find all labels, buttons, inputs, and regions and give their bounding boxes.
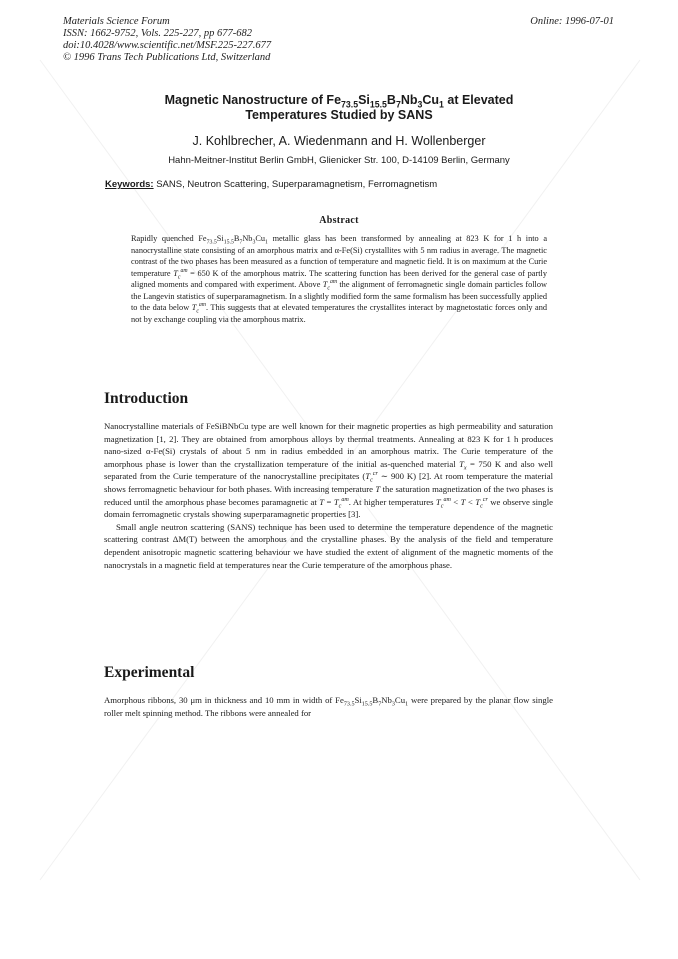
keywords-list: SANS, Neutron Scattering, Superparamagnetism, Ferromagnetism — [153, 179, 438, 190]
journal-name: Materials Science Forum — [63, 16, 170, 27]
title-sub: 73.5 — [341, 99, 359, 110]
math-symbol: T — [191, 303, 197, 312]
experimental-paragraph — [104, 694, 553, 719]
experimental-text — [104, 694, 553, 719]
text-part: . At higher temperatures — [348, 496, 436, 507]
formula-el: Nb — [381, 695, 392, 705]
math-symbol: T — [460, 496, 466, 507]
abstract-part: Rapidly quenched Fe — [131, 234, 207, 243]
formula-el: Cu — [394, 695, 406, 705]
math-symbol: T — [375, 483, 381, 494]
math-sub: c — [370, 478, 373, 485]
text-part: were prepared by the planar flow single roller melt spinning method. The ribbons were annealed for — [104, 695, 554, 718]
title-sub: 1 — [439, 99, 444, 110]
title-sub: 7 — [395, 99, 401, 110]
journal-copyright: © 1996 Trans Tech Publications Ltd, Switzerland — [63, 52, 271, 63]
experimental-heading: Experimental — [104, 664, 195, 681]
text-part: = 750 K and also well separated from the Curie temperature of the nanocrystalline precipitates ( — [104, 458, 554, 482]
abstract-heading: Abstract — [319, 215, 359, 226]
title-prefix: Magnetic Nanostructure of Fe — [164, 93, 342, 107]
formula-el: Cu — [255, 234, 266, 243]
journal-issn: ISSN: 1662-9752, Vols. 225-227, pp 677-682 — [63, 28, 252, 39]
journal-doi[interactable]: doi:10.4028/www.scientific.net/MSF.225-227.677 — [63, 40, 272, 51]
math-sup: cr — [482, 496, 488, 503]
formula-sub: 3 — [252, 239, 256, 246]
introduction-paragraph-2: Small angle neutron scattering (SANS) technique has been used to determine the temperature dependence of the magnetic scattering contrast ΔM(T) between the amorphous and the crystalline phases. By the analysis of the field and temperature dependent anisotropic magnetic scattering behaviour we have studied the extent of alignment of the magnetic moments of the nanocrystals in a magnetic field at temperatures near the Curie temperature of the amorphous phase. — [104, 521, 553, 570]
title-el: B — [386, 93, 396, 107]
text-part: we observe single domain ferromagnetic crystals showing superparamagnetic properties [3]. — [104, 496, 554, 520]
title-sub: 3 — [417, 99, 423, 110]
math-symbol: T — [475, 496, 481, 507]
math-sub: c — [480, 503, 483, 510]
abstract-part: = 650 K of the amorphous matrix. The scattering function has been derived for the general case of partly aligned moments and compared with experiment. Above — [131, 268, 547, 289]
math-sub: c — [327, 285, 330, 292]
math-sup: am — [180, 267, 188, 274]
introduction-text — [104, 420, 553, 571]
journal-info — [63, 16, 271, 64]
math-sub: x — [463, 465, 467, 472]
title-line2: Temperatures Studied by SANS — [245, 108, 433, 122]
formula-sub: 3 — [391, 701, 395, 708]
formula-el: Nb — [242, 234, 253, 243]
math-symbol: T — [333, 496, 339, 507]
formula-sub: 7 — [239, 239, 243, 246]
math-symbol: T — [173, 268, 178, 278]
formula-sub: 7 — [378, 701, 382, 708]
abstract-part: metallic glass has been transformed by annealing at 823 K for 1 h into a nanocrystalline state consisting of an amorphous matrix and α-Fe(Si) crystallites with 5 nm radius in average. The magnetic contrast of the two phases has been measured as a function of temperature and magnetic field. It is on maximum at the Curie temperature — [131, 234, 547, 278]
math-sub: c — [440, 503, 444, 510]
keywords-label: Keywords: — [105, 179, 154, 190]
math-symbol: T — [319, 496, 325, 507]
math-symbol: T — [459, 458, 464, 469]
formula-el: Si — [216, 234, 224, 243]
introduction-paragraph — [104, 420, 553, 521]
text-part: Nanocrystalline materials of FeSiBNbCu type are well known for their magnetic properties as high permeability and saturation magnetization [1, 2]. They are obtained from amorphous alloys by thermal treatments. Annealing at 823 K for 1 h produces nano-sized α-Fe(Si) crystals of about 5 nm in radius embedded in an amorphous matrix. The Curie temperature of the amorphous phase is lower than the crystallization temperature of the initial as-quenched material — [104, 421, 553, 469]
math-sup: am — [443, 496, 451, 503]
math-symbol: T — [365, 471, 371, 482]
authors: J. Kohlbrecher, A. Wiedenmann and H. Wollenberger — [192, 134, 486, 148]
abstract-text — [131, 233, 547, 325]
paper-title — [60, 93, 618, 123]
formula-sub: 15.5 — [361, 701, 373, 708]
text-part: = — [324, 496, 334, 507]
math-sup: am — [329, 279, 338, 286]
text-part: the saturation magnetization of the two phases is reduced until the amorphous phase becomes paramagnetic at — [104, 483, 554, 507]
title-sub: 15.5 — [369, 99, 387, 110]
math-sub: c — [338, 503, 342, 510]
title-el: Cu — [422, 93, 440, 107]
math-symbol: T — [435, 496, 441, 507]
text-part: < — [465, 496, 476, 507]
formula-sub: 15.5 — [223, 239, 234, 246]
formula-sub: 73.5 — [206, 239, 217, 246]
math-sup: cr — [372, 471, 378, 478]
affiliation: Hahn-Meitner-Institut Berlin GmbH, Glienicker Str. 100, D-14109 Berlin, Germany — [168, 155, 510, 166]
keywords — [105, 179, 437, 190]
title-el: Si — [358, 93, 370, 107]
formula-sub: 1 — [265, 239, 268, 246]
math-sup: am — [198, 302, 206, 309]
math-sub: c — [177, 274, 181, 281]
math-symbol: T — [322, 280, 328, 289]
title-el: Nb — [400, 93, 418, 107]
formula-sub: 73.5 — [343, 701, 355, 708]
math-sup: am — [341, 496, 349, 503]
formula-el: Si — [354, 695, 362, 705]
title-suffix: at Elevated — [443, 93, 514, 107]
formula-el: B — [233, 234, 240, 243]
formula-sub: 1 — [405, 701, 409, 708]
abstract-part: . This suggests that at elevated temperatures the crystallites interact by magnetostatic forces only and not by exchange coupling via the amorphous matrix. — [131, 303, 547, 324]
text-part: < — [450, 496, 461, 507]
abstract-part: the alignment of ferromagnetic single domain particles follow the Langevin statistics of superparamagnetism. In a slightly modified form the same formalism has been successfully applied to the data below — [131, 280, 547, 312]
text-part: Amorphous ribbons, 30 μm in thickness and 10 mm in width of Fe — [104, 695, 344, 705]
text-part: ∼ 900 K) [2]. At room temperature the material shows ferromagnetic behaviour for both phases. With increasing temperature — [104, 471, 553, 494]
online-date: Online: 1996-07-01 — [530, 16, 614, 27]
introduction-heading: Introduction — [104, 390, 189, 407]
math-sub: c — [196, 308, 199, 315]
formula-el: B — [372, 695, 379, 705]
